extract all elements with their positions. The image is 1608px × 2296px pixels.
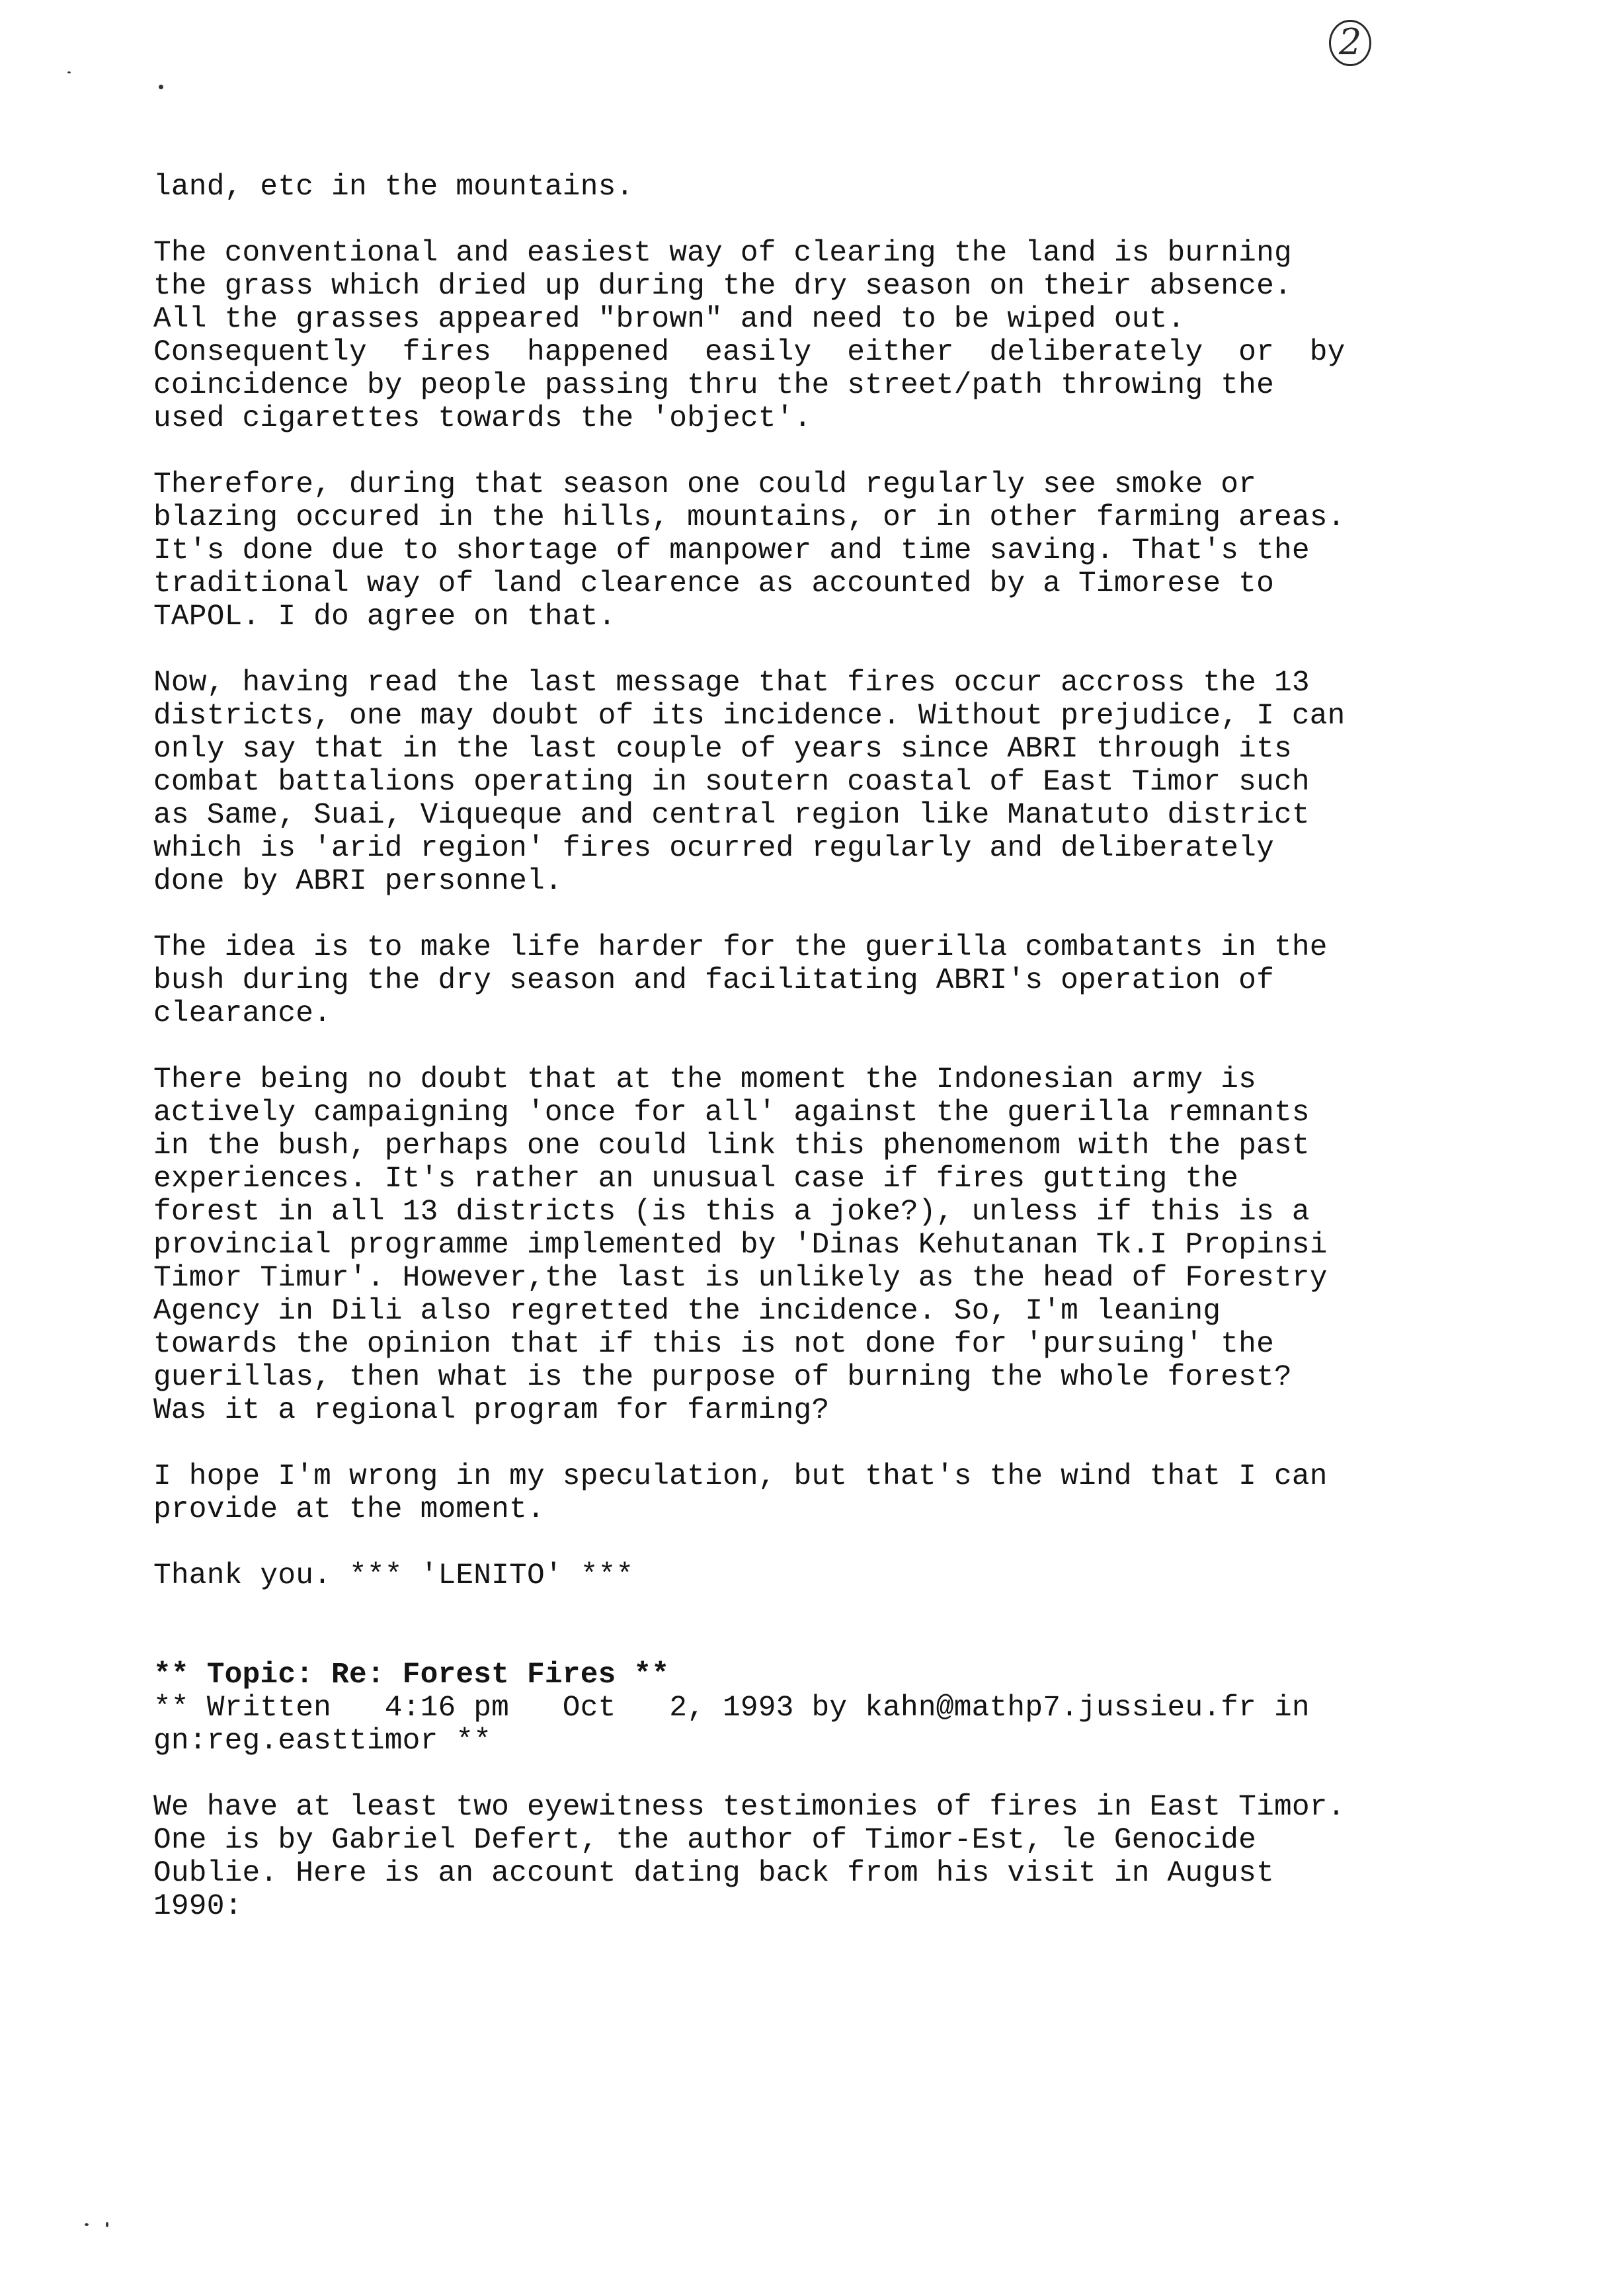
topic-heading: ** Topic: Re: Forest Fires ** [153, 1659, 670, 1692]
topic-header [153, 1659, 1482, 1758]
paragraph-campaign-speculation: There being no doubt that at the moment the Indonesian army is actively campaigning 'once for all' against the guerilla remnants in the bush, perhaps one could link this phenomenom with the past experiences. It's rather an unusual case if fires gutting the forest in all 13 districts (is this a joke?), unless if this is a provincial programme implemented by 'Dinas Kehutanan Tk.I Propinsi Timor Timur'. However,the last is unlikely as the head of Forestry Agency in Dili also regretted the incidence. So, I'm leaning towards the opinion that if this is not done for 'pursuing' the guerillas, then what is the purpose of burning the whole forest? Was it a regional program for farming? [153, 1063, 1328, 1427]
scan-speck [159, 85, 163, 89]
page-number-mark-text: 2 [1329, 20, 1371, 66]
page-number-mark [1329, 20, 1371, 66]
paragraph-signoff: Thank you. *** 'LENITO' *** [153, 1559, 634, 1592]
paragraph-fires-13-districts: Now, having read the last message that fires occur accross the 13 districts, one may doubt of its incidence. Without prejudice, I can only say that in the last couple of years since ABRI through its combat battalions operating in soutern coastal of East Timor such as Same, Suai, Viqueque and central region like Manatuto district which is 'arid region' fires ocurred regularly and deliberately done by ABRI personnel. [153, 667, 1346, 898]
topic-written-line: ** Written 4:16 pm Oct 2, 1993 by kahn@mathp7.jussieu.fr in gn:reg.easttimor ** [153, 1692, 1310, 1758]
paragraph-dry-season-smoke: Therefore, during that season one could regularly see smoke or blazing occured in the hills, mountains, or in other farming areas. It's done due to shortage of manpower and time saving. That's the traditional way of land clearence as accounted by a Timorese to TAPOL. I do agree on that. [153, 468, 1346, 634]
scan-speck [85, 2223, 89, 2226]
document-body [153, 171, 1482, 1956]
paragraph-eyewitness-testimonies: We have at least two eyewitness testimonies of fires in East Timor. One is by Gabriel Defert, the author of Timor-Est, le Genocide Oublie. Here is an account dating back from his visit in August 1990: [153, 1791, 1346, 1923]
scan-speck [67, 71, 71, 73]
paragraph-land-mountains: land, etc in the mountains. [153, 171, 634, 204]
paragraph-guerilla-idea: The idea is to make life harder for the guerilla combatants in the bush during the dry season and facilitating ABRI's operation of clearance. [153, 931, 1328, 1030]
scan-speck [106, 2222, 108, 2227]
paragraph-clearing-land: The conventional and easiest way of clearing the land is burning the grass which dried up during the dry season on their absence. All the grasses appeared "brown" and need to be wiped out. Consequently fires happened easily either deliberately or by coincidence by people passing thru the street/path throwing the used cigarettes towards the 'object'. [153, 237, 1346, 435]
paragraph-hope-wrong: I hope I'm wrong in my speculation, but that's the wind that I can provide at the moment. [153, 1460, 1328, 1526]
